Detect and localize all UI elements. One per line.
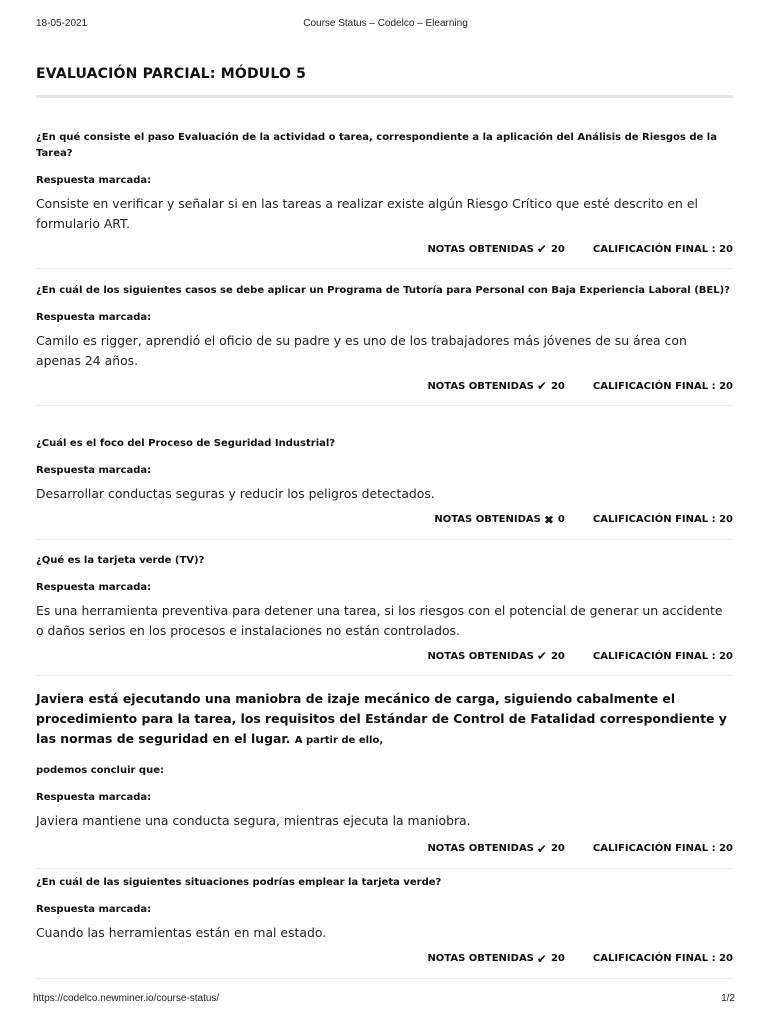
score-label: NOTAS OBTENIDAS: [427, 650, 534, 662]
question-continuation: podemos concluir que:: [36, 765, 164, 776]
answer-text: Camilo es rigger, aprendió el oficio de su padre y es uno de los trabajadores más jóvenes de su área con apenas 24 años.: [36, 333, 687, 368]
final-grade: CALIFICACIÓN FINAL : 20: [592, 650, 733, 662]
question-text: [36, 689, 733, 751]
score-label: NOTAS OBTENIDAS: [427, 843, 534, 854]
check-icon: ✔: [536, 649, 547, 663]
check-icon: ✔: [536, 841, 547, 856]
final-grade: CALIFICACIÓN FINAL : 20: [592, 843, 733, 854]
answer-text: Cuando las herramientas están en mal estado.: [36, 925, 327, 940]
question-item: [36, 283, 733, 406]
question-text: ¿En cuál de las siguientes situaciones podrías emplear la tarjeta verde?: [36, 877, 442, 888]
item-divider: [36, 405, 733, 406]
item-divider: [36, 268, 733, 269]
score-label: NOTAS OBTENIDAS: [427, 243, 534, 255]
print-page-title: Course Status – Codelco – Elearning: [303, 18, 468, 29]
print-url: https://codelco.newminer.io/course-status/: [33, 993, 220, 1004]
question-item: [36, 130, 733, 269]
score-value: 20: [550, 243, 565, 255]
score-row: [36, 378, 733, 394]
answer-text: Desarrollar conductas seguras y reducir los peligros detectados.: [36, 486, 435, 501]
score-obtained: [427, 243, 564, 255]
score-obtained: [427, 650, 564, 662]
check-icon: ✔: [536, 379, 547, 393]
answer-label: Respuesta marcada:: [36, 465, 152, 476]
print-header: [36, 18, 735, 32]
score-value: 20: [550, 843, 565, 854]
answer-text: Consiste en verificar y señalar si en las tareas a realizar existe algún Riesgo Crítico que esté descrito en el formulario ART.: [36, 196, 698, 231]
score-label: NOTAS OBTENIDAS: [434, 514, 541, 525]
score-row: [36, 648, 733, 664]
answer-label: Respuesta marcada:: [36, 312, 152, 323]
final-grade: CALIFICACIÓN FINAL : 20: [592, 953, 733, 964]
final-grade: CALIFICACIÓN FINAL : 20: [592, 243, 733, 255]
answer-text: Javiera mantiene una conducta segura, mientras ejecuta la maniobra.: [36, 813, 471, 828]
item-divider: [36, 868, 733, 869]
score-value: 0: [557, 514, 565, 525]
item-divider: [36, 675, 733, 676]
score-row: [36, 841, 733, 857]
answer-text: Es una herramienta preventiva para detener una tarea, si los riesgos con el potencial de generar un accidente o daños serios en los procesos e instalaciones no están controlados.: [36, 603, 723, 638]
question-main: Javiera está ejecutando una maniobra de izaje mecánico de carga, siguiendo cabalmente el procedimiento para la tarea, los requisitos del Estándar de Control de Fatalidad correspondiente y las normas de seguridad en el lugar.: [36, 691, 727, 746]
score-obtained: [434, 514, 564, 526]
item-divider: [36, 539, 733, 540]
score-obtained: [427, 843, 564, 855]
page-number: 1/2: [721, 993, 735, 1004]
print-date: 18-05-2021: [36, 18, 88, 29]
item-divider: [36, 978, 733, 979]
check-icon: ✔: [536, 951, 547, 966]
score-row: [36, 512, 733, 528]
print-footer: [33, 993, 735, 1007]
score-row: [36, 241, 733, 257]
title-divider: [36, 95, 733, 98]
final-grade: CALIFICACIÓN FINAL : 20: [592, 514, 733, 525]
question-item: [36, 436, 733, 540]
score-value: 20: [550, 953, 565, 964]
cross-icon: ✖: [543, 512, 554, 527]
question-text: ¿En qué consiste el paso Evaluación de la actividad o tarea, correspondiente a la aplicación del Análisis de Riesgos de la Tarea?: [36, 132, 717, 159]
score-obtained: [427, 380, 564, 392]
answer-label: Respuesta marcada:: [36, 792, 152, 803]
score-label: NOTAS OBTENIDAS: [427, 953, 534, 964]
score-row: [36, 951, 733, 967]
answer-label: Respuesta marcada:: [36, 175, 152, 186]
answer-label: Respuesta marcada:: [36, 582, 152, 593]
score-value: 20: [550, 650, 565, 662]
check-icon: ✔: [536, 242, 547, 256]
question-text: ¿En cuál de los siguientes casos se debe aplicar un Programa de Tutoría para Personal con Baja Experiencia Laboral (BEL)?: [36, 285, 730, 296]
question-text: ¿Qué es la tarjeta verde (TV)?: [36, 555, 205, 566]
question-item: [36, 689, 733, 869]
question-item: [36, 875, 733, 979]
page-title: EVALUACIÓN PARCIAL: MÓDULO 5: [36, 66, 307, 82]
score-value: 20: [550, 380, 565, 392]
answer-label: Respuesta marcada:: [36, 904, 152, 915]
question-text: ¿Cuál es el foco del Proceso de Seguridad Industrial?: [36, 438, 336, 449]
score-obtained: [427, 953, 564, 965]
final-grade: CALIFICACIÓN FINAL : 20: [592, 380, 733, 392]
score-label: NOTAS OBTENIDAS: [427, 380, 534, 392]
question-item: [36, 553, 733, 676]
question-tail: A partir de ello,: [294, 735, 384, 746]
